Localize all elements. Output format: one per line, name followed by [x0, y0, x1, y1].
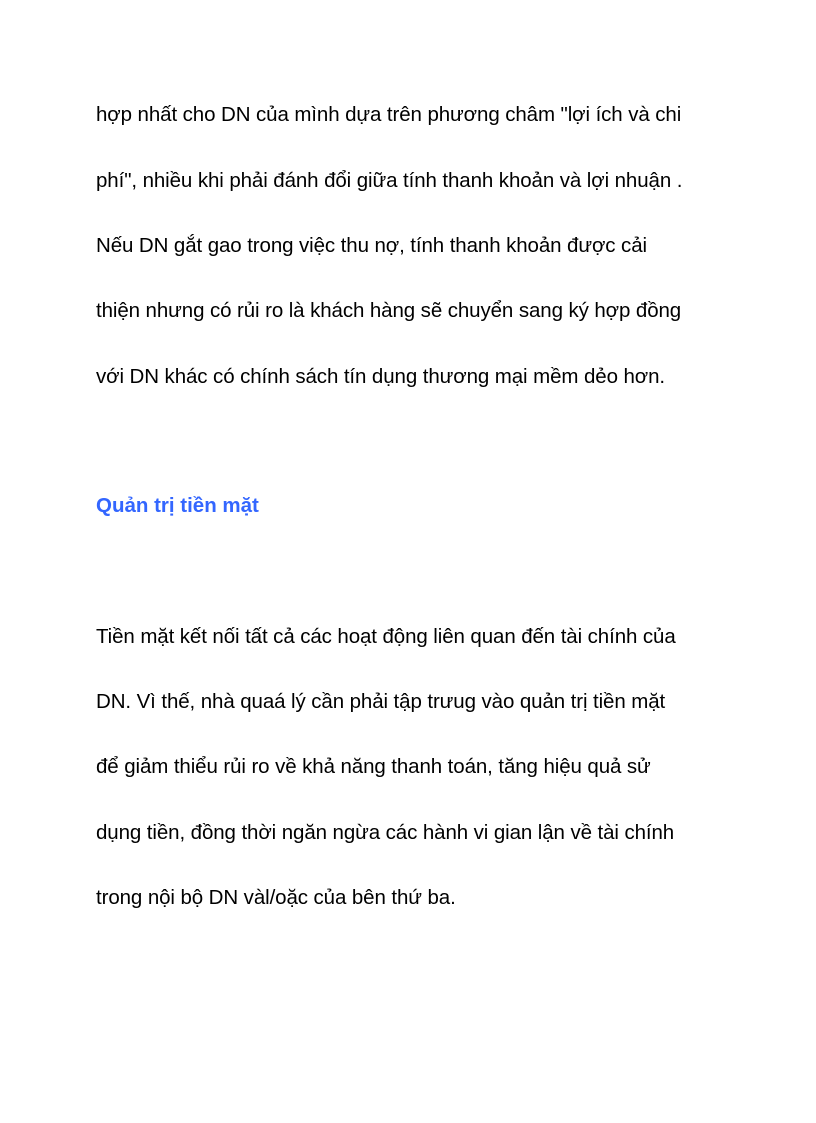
paragraph-line: để giảm thiểu rủi ro về khả năng thanh toán, tăng hiệu quả sử	[96, 755, 651, 778]
paragraph-line: trong nội bộ DN vàl/oặc của bên thứ ba.	[96, 886, 456, 909]
paragraph-line: phí", nhiều khi phải đánh đổi giữa tính thanh khoản và lợi nhuận .	[96, 169, 683, 192]
paragraph-line: với DN khác có chính sách tín dụng thương mại mềm dẻo hơn.	[96, 365, 666, 388]
paragraph-line: DN. Vì thế, nhà quaá lý cần phải tập trưug vào quản trị tiền mặt	[96, 690, 666, 713]
paragraph-line: dụng tiền, đồng thời ngăn ngừa các hành vi gian lận về tài chính	[96, 821, 675, 844]
paragraph-line: thiện nhưng có rủi ro là khách hàng sẽ chuyển sang ký hợp đồng	[96, 299, 682, 322]
paragraph-line: hợp nhất cho DN của mình dựa trên phương châm "lợi ích và chi	[96, 103, 682, 126]
paragraph-line: Tiền mặt kết nối tất cả các hoạt động liên quan đến tài chính của	[96, 625, 676, 648]
section-heading-cash-management: Quản trị tiền mặt	[96, 494, 259, 517]
paragraph-line: Nếu DN gắt gao trong việc thu nợ, tính thanh khoản được cải	[96, 234, 647, 257]
